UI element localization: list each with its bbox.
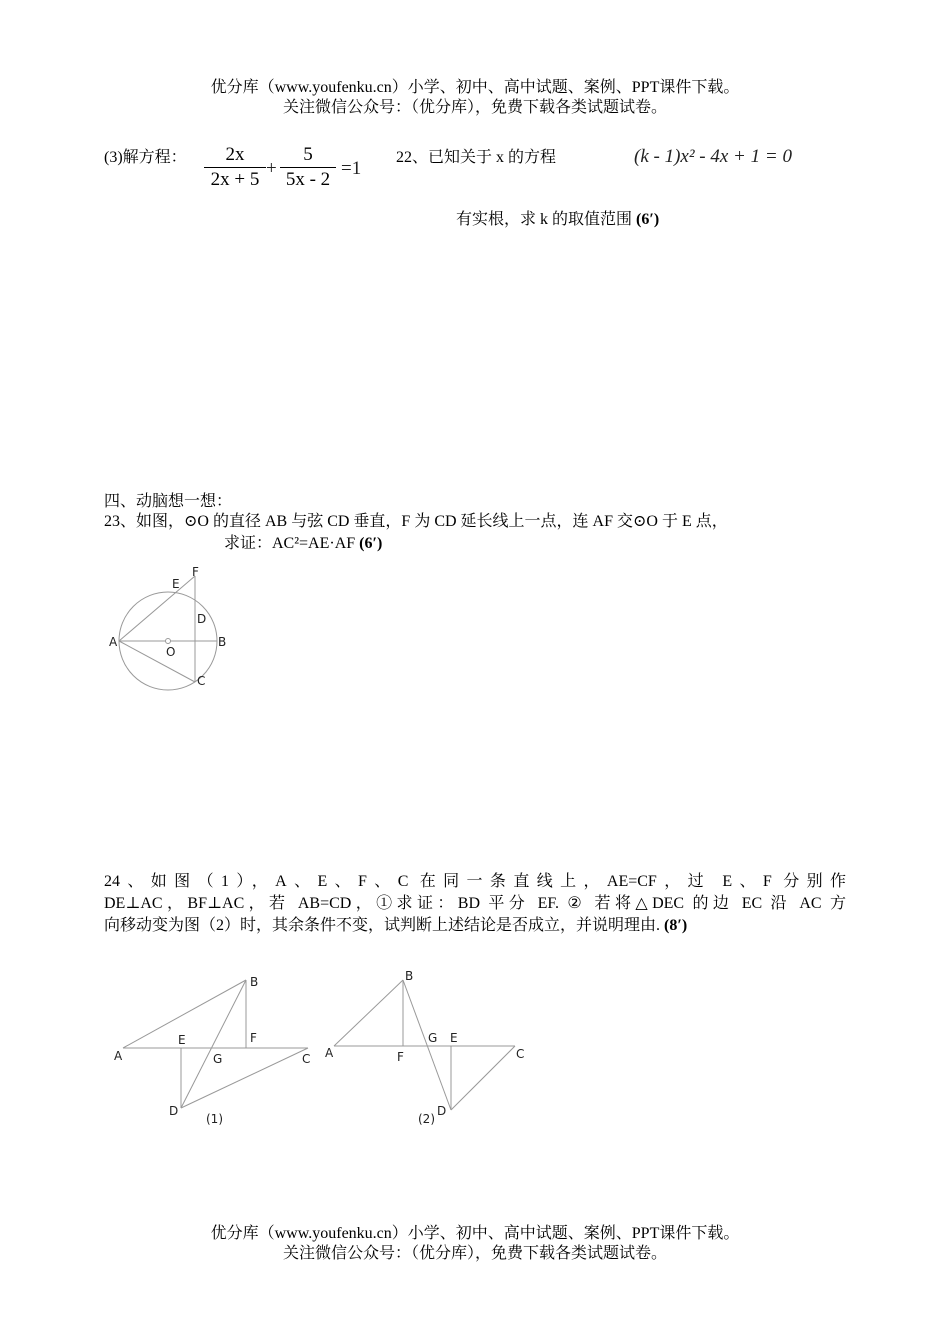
fig1-label-c: C <box>302 1052 311 1066</box>
fig2-line-bd <box>403 980 451 1110</box>
q22-equation: (k - 1)x² - 4x + 1 = 0 <box>634 146 792 167</box>
footer-line-1: 优分库（www.youfenku.cn）小学、初中、高中试题、案例、PPT课件下载。 <box>210 1225 740 1242</box>
fig2-label-g: G <box>428 1031 438 1045</box>
fraction-1 <box>204 143 266 192</box>
section-4-title: 四、动脑想一想： <box>104 493 233 510</box>
fig2-label-b: B <box>405 969 414 983</box>
q23-score: (6′) <box>359 535 383 552</box>
fraction-1-numerator: 2x <box>225 144 245 165</box>
q22-line-2-text: 有实根，求 k 的取值范围 <box>456 211 633 228</box>
fraction-2-numerator: 5 <box>303 144 313 165</box>
fig1-label-g: G <box>213 1052 223 1066</box>
q24-line-1: 24、如图（1），A、E、F、C 在同一条直线上，AE=CF，过 E、F 分别作 <box>104 873 846 890</box>
label-o: O <box>166 645 176 659</box>
q23-line-1: 23、如图，⊙O 的直径 AB 与弦 CD 垂直，F 为 CD 延长线上一点，连 AF 交⊙O 于 E 点， <box>104 513 728 530</box>
q23-circle-figure <box>100 560 240 690</box>
fig1-line-dc <box>181 1048 311 1108</box>
fig1-label-d: D <box>169 1104 179 1118</box>
q24-figure-1 <box>110 968 320 1133</box>
line-ac <box>119 641 195 682</box>
q23-line-2 <box>224 534 382 554</box>
fig2-label-c: C <box>516 1047 525 1061</box>
fig2-caption: (2) <box>418 1112 435 1126</box>
fig2-line-ab <box>334 980 403 1046</box>
fig1-line-bd <box>181 980 246 1108</box>
fig1-label-e: E <box>178 1033 186 1047</box>
q22-label: 22、已知关于 x 的方程 <box>396 149 557 166</box>
fig2-label-d: D <box>437 1104 447 1118</box>
fig1-label-f: F <box>250 1031 257 1045</box>
plus-sign: + <box>266 158 277 179</box>
equation-rhs: =1 <box>341 158 362 179</box>
q22-score: (6′) <box>636 211 660 228</box>
header-line-2: 关注微信公众号：（优分库），免费下载各类试题试卷。 <box>282 99 667 116</box>
q22-line-2 <box>456 210 659 230</box>
fraction-1-denominator: 2x + 5 <box>210 169 260 190</box>
label-e: E <box>172 577 180 591</box>
fig1-label-a: A <box>114 1049 123 1063</box>
q24-score: (8′) <box>664 917 688 934</box>
fig2-label-f: F <box>397 1050 404 1064</box>
fig2-label-a: A <box>325 1046 334 1060</box>
fig1-caption: (1) <box>206 1112 223 1126</box>
fig2-label-e: E <box>450 1031 458 1045</box>
q21-3-label: (3)解方程： <box>104 149 187 166</box>
fraction-2-denominator: 5x - 2 <box>285 169 331 190</box>
label-a: A <box>109 635 118 649</box>
label-c: C <box>197 674 206 688</box>
fig1-label-b: B <box>250 975 259 989</box>
q24-line-3-text: 向移动变为图（2）时，其余条件不变，试判断上述结论是否成立，并说明理由. <box>104 917 661 934</box>
fig2-line-dc <box>451 1046 515 1110</box>
label-b: B <box>218 635 227 649</box>
line-af <box>119 576 195 641</box>
q24-figure-2 <box>320 965 535 1130</box>
fraction-2 <box>280 143 336 192</box>
q23-line-2-text: 求证：AC²=AE·AF <box>224 535 356 552</box>
header-line-1: 优分库（www.youfenku.cn）小学、初中、高中试题、案例、PPT课件下载。 <box>210 79 740 96</box>
center-point <box>166 639 171 644</box>
q24-line-2: DE⊥AC，BF⊥AC，若 AB=CD，①求证：BD 平分 EF. ② 若将△DEC 的边 EC 沿 AC 方 <box>104 895 846 912</box>
label-f: F <box>192 565 199 579</box>
q24-line-3 <box>104 916 687 936</box>
footer-line-2: 关注微信公众号：（优分库），免费下载各类试题试卷。 <box>282 1245 667 1262</box>
label-d: D <box>197 612 207 626</box>
